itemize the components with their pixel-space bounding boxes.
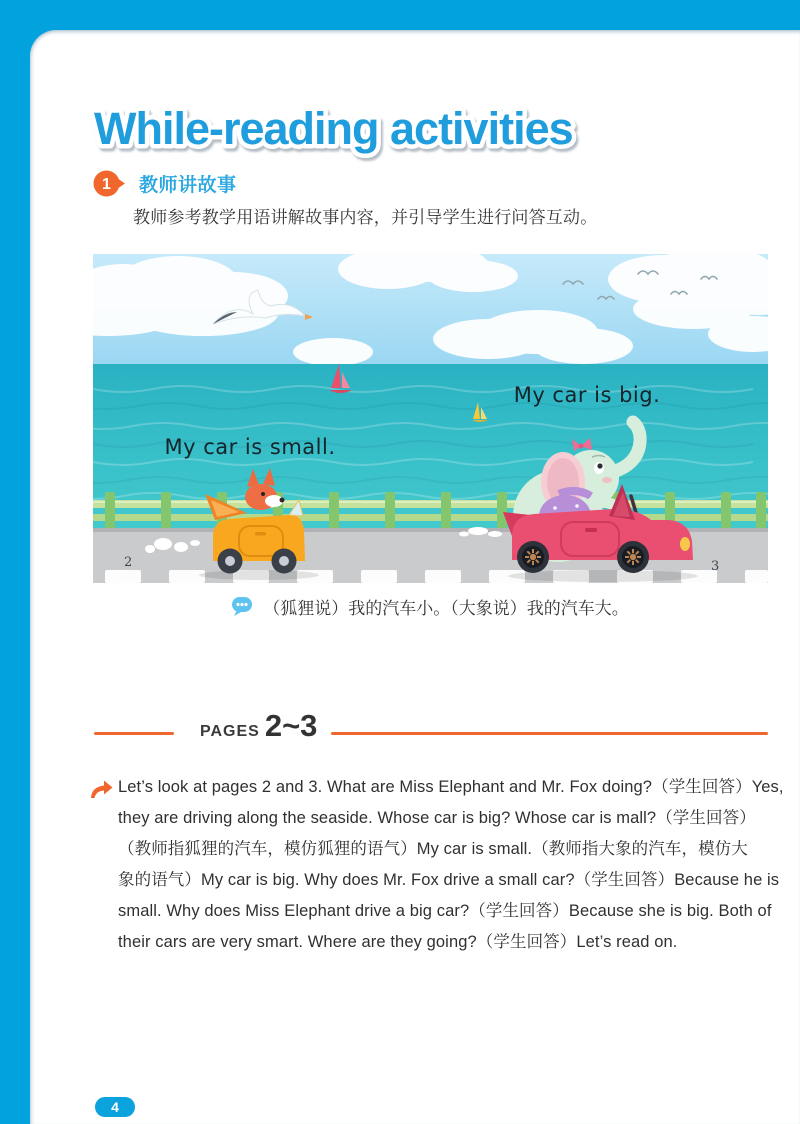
- fox-speech-text: My car is small.: [164, 435, 336, 459]
- caption-text: （狐狸说）我的汽车小。（大象说）我的汽车大。: [263, 599, 629, 618]
- storybook-page-number-right: 3: [711, 559, 720, 574]
- storybook-page-number-left: 2: [124, 555, 133, 570]
- pages-heading-line-left: [94, 732, 174, 735]
- teacher-script-lines: [118, 772, 784, 958]
- pages-heading-word: PAGES: [200, 723, 260, 740]
- caption-row: [60, 594, 800, 619]
- content-card: [30, 30, 800, 1124]
- page-title: [88, 88, 748, 168]
- section-header: [93, 170, 237, 197]
- script-line: （教师指狐狸的汽车，模仿狐狸的语气）My car is small.（教师指大象的汽车，模仿大: [118, 840, 748, 858]
- section-number: 1: [102, 176, 111, 193]
- script-line: small. Why does Miss Elephant drive a big car?（学生回答）Because she is big. Both of: [118, 902, 772, 920]
- arrow-icon: [89, 779, 115, 804]
- script-line: they are driving along the seaside. Whose car is big? Whose car is mall?（学生回答）: [118, 809, 756, 827]
- pages-heading-range: 2~3: [264, 708, 318, 743]
- speech-bubble-icon: [231, 596, 254, 617]
- elephant-speech-text: My car is big.: [513, 383, 661, 407]
- page-title-text: While-reading activities: [94, 103, 573, 154]
- storybook-illustration: [93, 254, 768, 583]
- teacher-script: [90, 772, 784, 958]
- section-number-marker: [93, 170, 126, 197]
- pages-heading: [94, 708, 768, 744]
- script-line: their cars are very smart. Where are they going?（学生回答）Let’s read on.: [118, 933, 678, 951]
- section-description: 教师参考教学用语讲解故事内容，并引导学生进行问答互动。: [133, 208, 598, 227]
- pages-heading-line-right: [331, 732, 768, 735]
- pages-heading-label: [200, 708, 317, 744]
- footer-page-number: 4: [111, 1099, 119, 1115]
- script-line: Let’s look at pages 2 and 3. What are Miss Elephant and Mr. Fox doing?（学生回答）Yes,: [118, 778, 784, 796]
- section-title: 教师讲故事: [139, 175, 237, 196]
- footer-page-badge: [95, 1097, 135, 1117]
- script-line: 象的语气）My car is big. Why does Mr. Fox drive a small car?（学生回答）Because he is: [118, 871, 780, 889]
